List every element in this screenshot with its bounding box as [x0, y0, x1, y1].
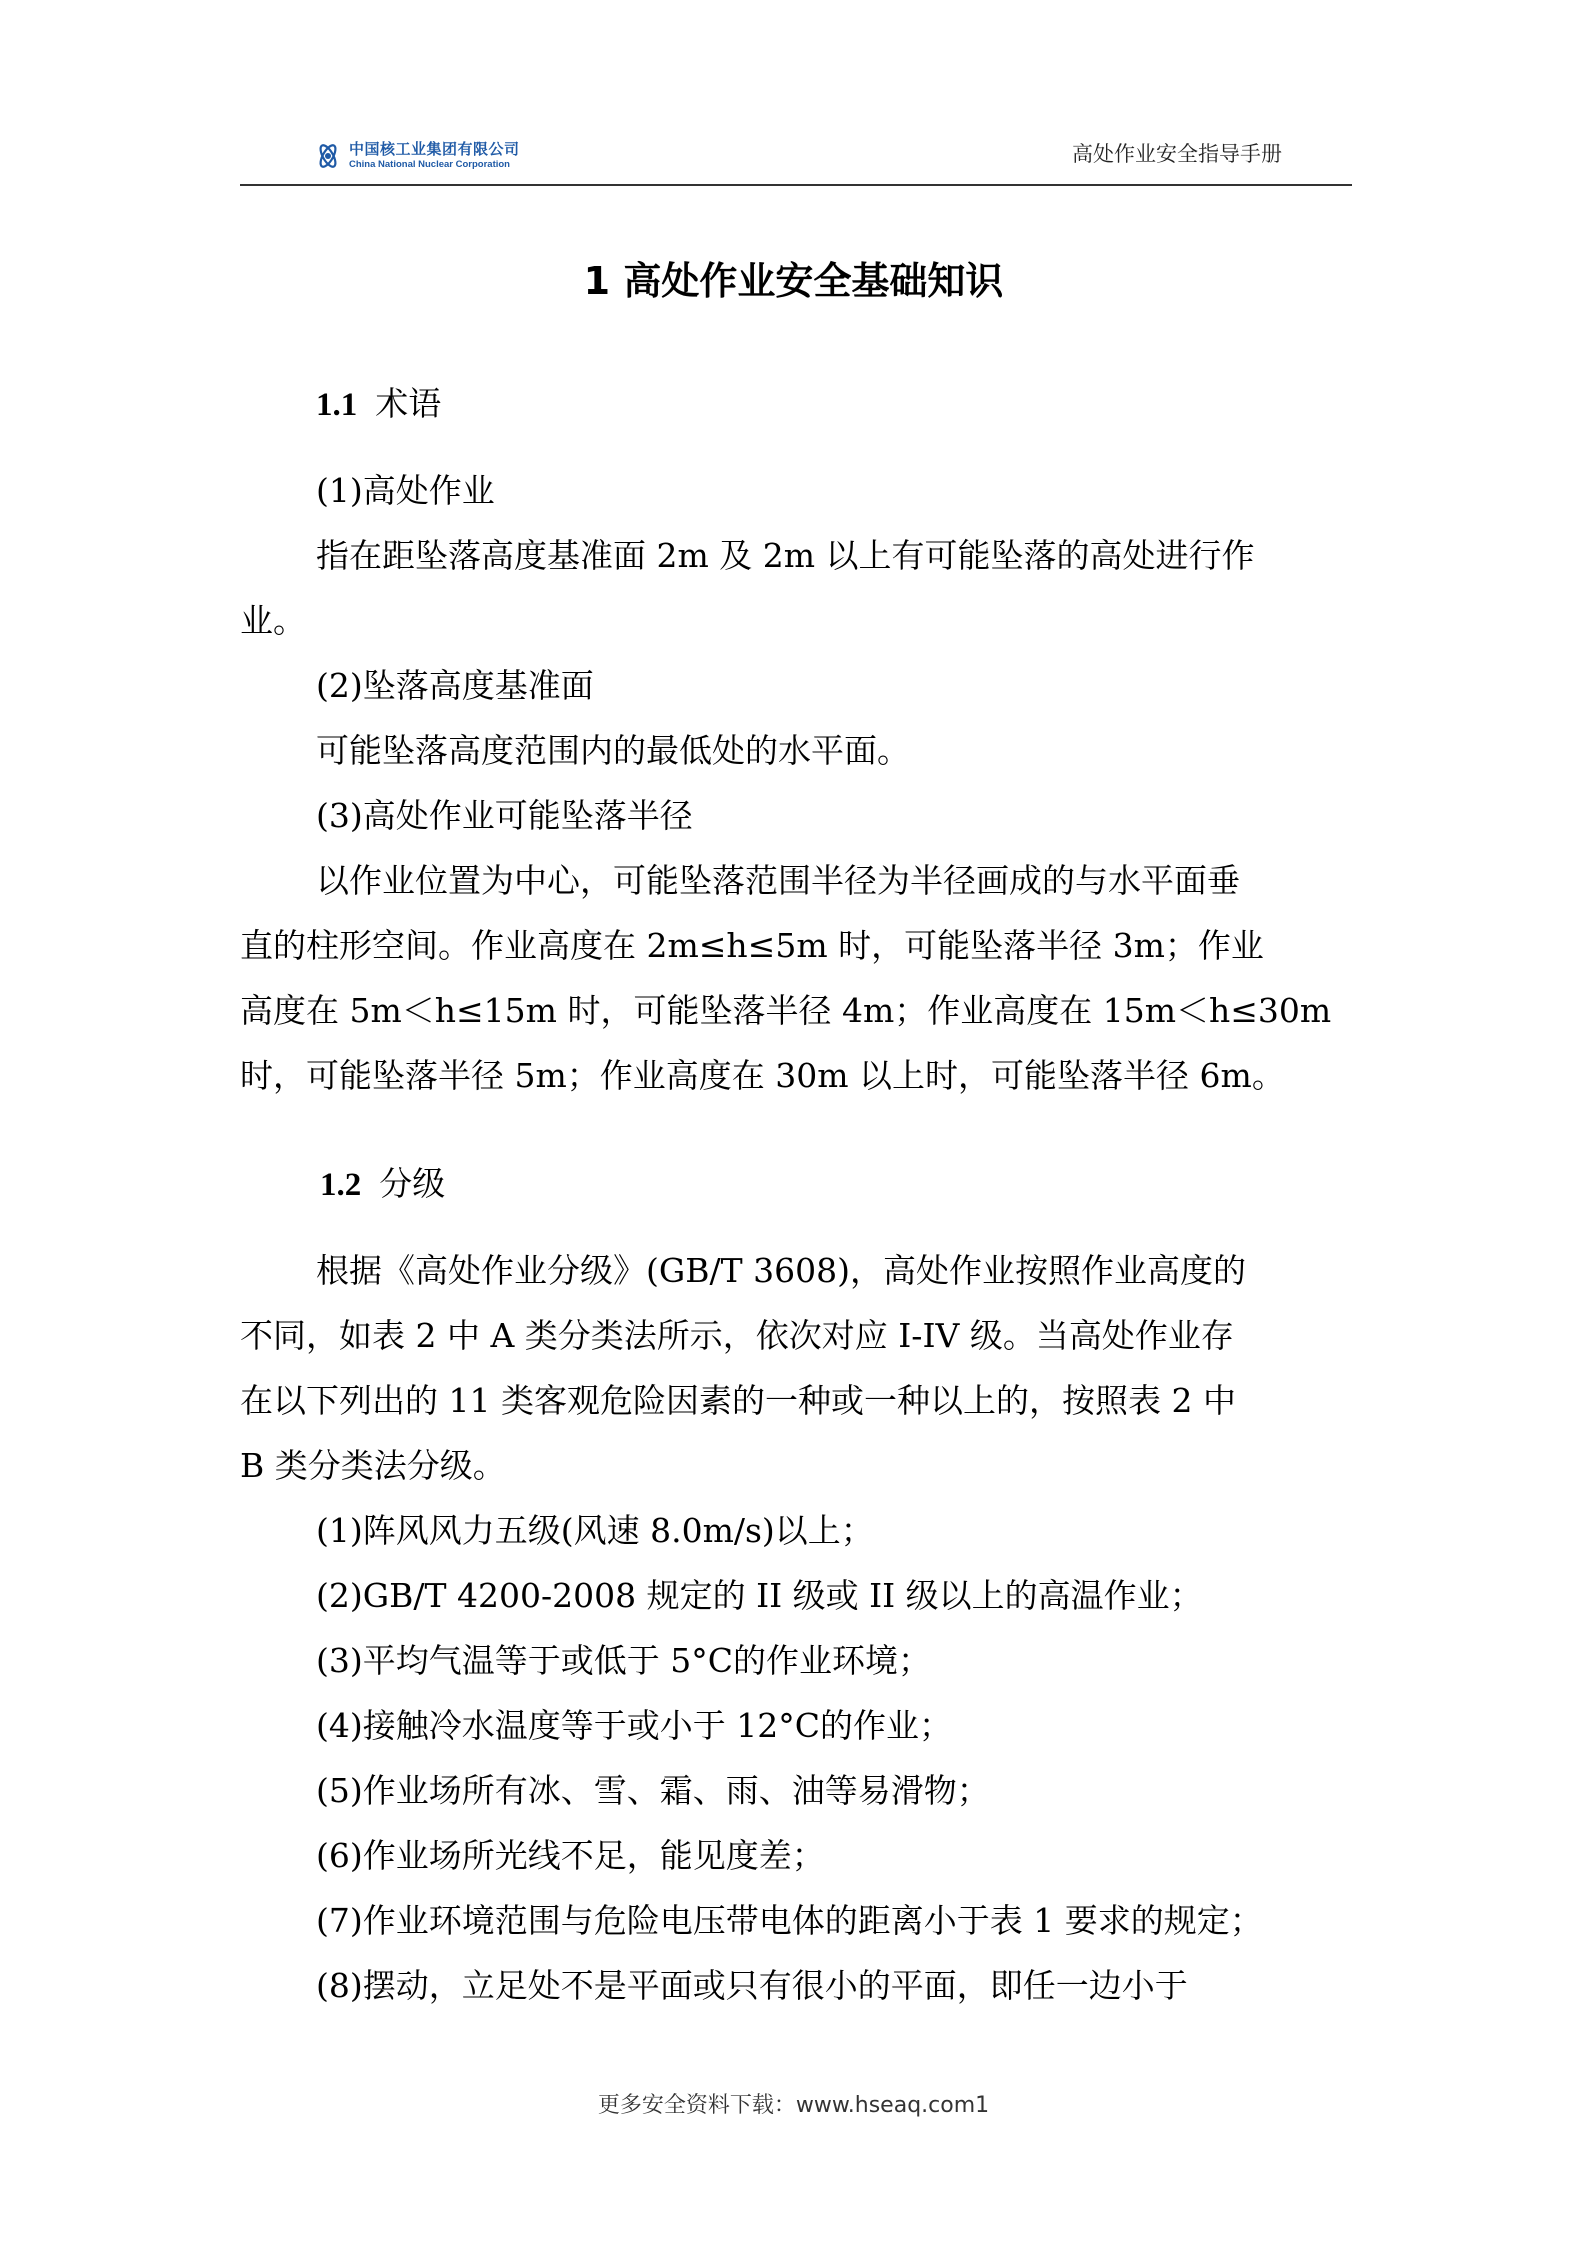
term-definition: 业。 [240, 601, 306, 640]
hazard-factor-item: (3)平均气温等于或低于 5°C的作业环境； [316, 1641, 931, 1680]
hazard-factor-item: (4)接触冷水温度等于或小于 12°C的作业； [316, 1706, 952, 1745]
hazard-factor-item: (1)阵风风力五级(风速 8.0m/s)以上； [316, 1511, 874, 1550]
grading-paragraph: 在以下列出的 11 类客观危险因素的一种或一种以上的，按照表 2 中 [240, 1381, 1236, 1420]
term-definition: 高度在 5m＜h≤15m 时，可能坠落半径 4m；作业高度在 15m＜h≤30m [240, 991, 1332, 1030]
section-title-text: 术语 [375, 384, 442, 423]
hazard-factor-item: (8)摆动，立足处不是平面或只有很小的平面，即任一边小于 [316, 1966, 1188, 2005]
atom-logo-icon [313, 138, 343, 174]
term-heading: (2)坠落高度基准面 [316, 666, 594, 705]
term-definition: 可能坠落高度范围内的最低处的水平面。 [316, 731, 910, 770]
term-definition: 时，可能坠落半径 5m；作业高度在 30m 以上时，可能坠落半径 6m。 [240, 1056, 1285, 1095]
term-heading: (1)高处作业 [316, 471, 495, 510]
term-definition: 直的柱形空间。作业高度在 2m≤h≤5m 时，可能坠落半径 3m；作业 [240, 926, 1264, 965]
hazard-factor-item: (2)GB/T 4200-2008 规定的 II 级或 II 级以上的高温作业； [316, 1576, 1203, 1615]
logo-chinese-name: 中国核工业集团有限公司 [349, 140, 520, 159]
grading-paragraph: 根据《高处作业分级》(GB/T 3608)，高处作业按照作业高度的 [316, 1251, 1246, 1290]
term-definition: 以作业位置为中心，可能坠落范围半径为半径画成的与水平面垂 [316, 861, 1240, 900]
grading-paragraph: 不同，如表 2 中 A 类分类法所示，依次对应 I-IV 级。当高处作业存 [240, 1316, 1234, 1355]
term-definition: 指在距坠落高度基准面 2m 及 2m 以上有可能坠落的高处进行作 [316, 536, 1255, 575]
section-heading-terms [316, 378, 441, 425]
hazard-factor-item: (7)作业环境范围与危险电压带电体的距离小于表 1 要求的规定； [316, 1901, 1263, 1940]
section-number: 1.1 [316, 387, 358, 423]
section-number: 1.2 [320, 1167, 362, 1203]
page-header [240, 128, 1352, 186]
hazard-factor-item: (5)作业场所有冰、雪、霜、雨、油等易滑物； [316, 1771, 990, 1810]
company-logo [313, 136, 520, 176]
section-title-text: 分级 [379, 1164, 446, 1203]
grading-paragraph: B 类分类法分级。 [240, 1446, 506, 1485]
hazard-factor-item: (6)作业场所光线不足，能见度差； [316, 1836, 825, 1875]
section-heading-grading [320, 1158, 445, 1205]
page-footer: 更多安全资料下载：www.hseaq.com1 [597, 2093, 990, 2118]
term-heading: (3)高处作业可能坠落半径 [316, 796, 693, 835]
logo-english-name: China National Nuclear Corporation [349, 159, 510, 171]
chapter-title: 1 高处作业安全基础知识 [583, 259, 1004, 303]
header-title: 高处作业安全指导手册 [1072, 142, 1282, 166]
